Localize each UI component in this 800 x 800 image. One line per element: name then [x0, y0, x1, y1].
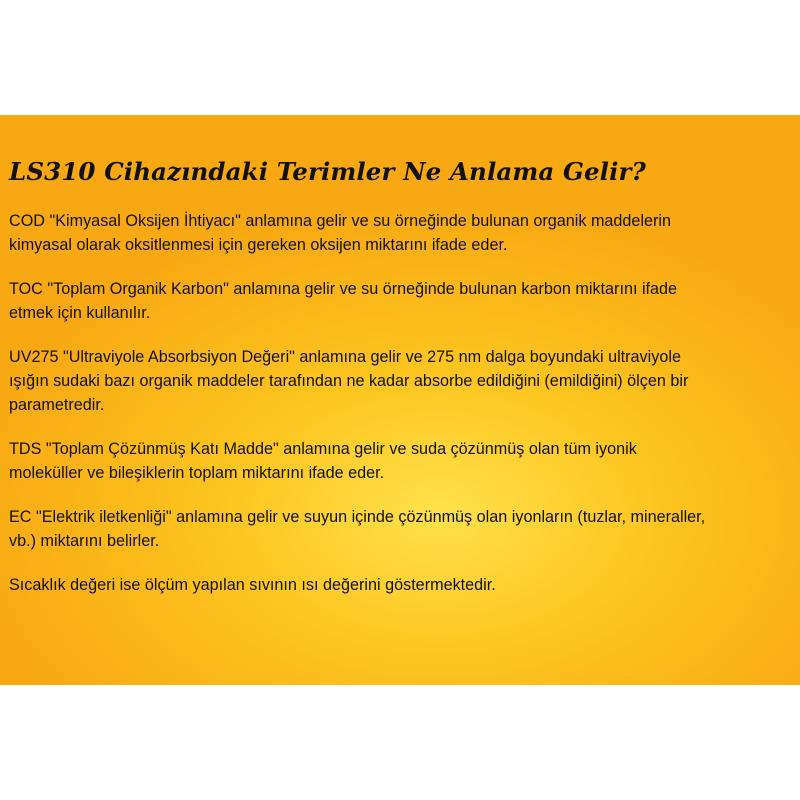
page-title: LS310 Cihazındaki Terimler Ne Anlama Gelir? [9, 157, 646, 186]
info-banner [0, 115, 800, 685]
paragraph-ec: EC "Elektrik iletkenliği" anlamına gelir ve suyun içinde çözünmüş olan iyonların (tuzlar, mineraller, vb.) miktarını belirler. [9, 508, 706, 550]
paragraph-toc: TOC "Toplam Organik Karbon" anlamına gelir ve su örneğinde bulunan karbon miktarını ifade etmek için kullanılır. [9, 280, 678, 322]
paragraph-tds: TDS "Toplam Çözünmüş Katı Madde" anlamına gelir ve suda çözünmüş olan tüm iyonik moleküller ve bileşiklerin toplam miktarını ifade eder. [9, 440, 637, 482]
paragraph-cod: COD "Kimyasal Oksijen İhtiyacı" anlamına gelir ve su örneğinde bulunan organik maddelerin kimyasal olarak oksitlenmesi için gereken oksijen miktarını ifade eder. [9, 212, 672, 254]
paragraph-temperature: Sıcaklık değeri ise ölçüm yapılan sıvının ısı değerini göstermektedir. [9, 576, 496, 594]
paragraph-uv275: UV275 "Ultraviyole Absorbsiyon Değeri" anlamına gelir ve 275 nm dalga boyundaki ultraviyole ışığın sudaki bazı organik maddeler tarafından ne kadar absorbe edildiğini (emildiğini) ölçen bir parametredir. [9, 348, 689, 414]
